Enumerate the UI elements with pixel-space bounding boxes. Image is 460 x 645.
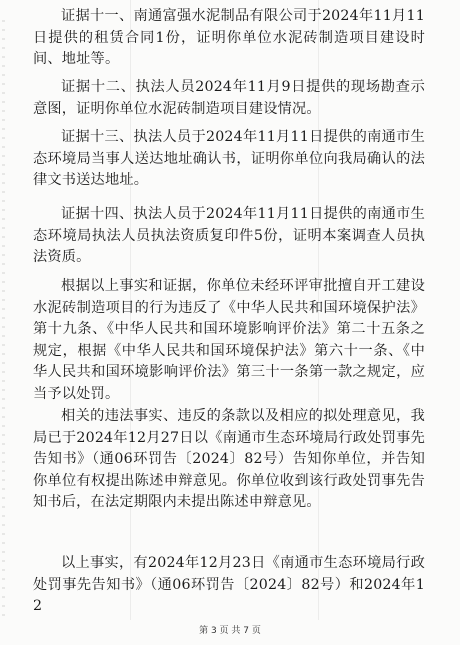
facts-summary-paragraph: 以上事实，有2024年12月23日《南通市生态环境局行政处罚事先告知书》（通06环罚告〔2024〕82号）和2024年12 [33,555,425,615]
evidence-14-paragraph: 证据十四、执法人员于2024年11月11日提供的南通市生态环境局执法人员执法资质复印件5份，证明本案调查人员执法资质。 [33,206,425,266]
prior-notice-paragraph: 相关的违法事实、违反的条款以及相应的拟处理意见，我局已于2024年12月27日以《南通市生态环境局行政处罚事先告知书》（通06环罚告〔2024〕82号）告知你单位，并告知你单位有权提出陈述申辩意见。你单位收到该行政处罚事先告知书后，在法定期限内未提出陈述申辩意见。 [33,408,425,511]
evidence-13-paragraph: 证据十三、执法人员于2024年11月11日提供的南通市生态环境局当事人送达地址确认书，证明你单位向我局确认的法律文书送达地址。 [33,129,425,189]
violation-basis-paragraph: 根据以上事实和证据，你单位未经环评审批擅自开工建设水泥砖制造项目的行为违反了《中华人民共和国环境保护法》第十九条、《中华人民共和国环境影响评价法》第二十五条之规定，根据《中华人民共和国环境保护法》第六十一条、《中华人民共和国环境影响评价法》第三十一条第一款之规定，应当予以处罚。 [33,278,425,402]
binding-dots [2,20,5,620]
page-footer: 第 3 页 共 7 页 [199,626,261,636]
evidence-11-paragraph: 证据十一、南通富强水泥制品有限公司于2024年11月11日提供的租赁合同1份，证明你单位水泥砖制造项目建设时间、地址等。 [33,8,425,68]
evidence-12-paragraph: 证据十二、执法人员2024年11月9日提供的现场勘查示意图，证明你单位水泥砖制造项目建设情况。 [33,79,425,117]
